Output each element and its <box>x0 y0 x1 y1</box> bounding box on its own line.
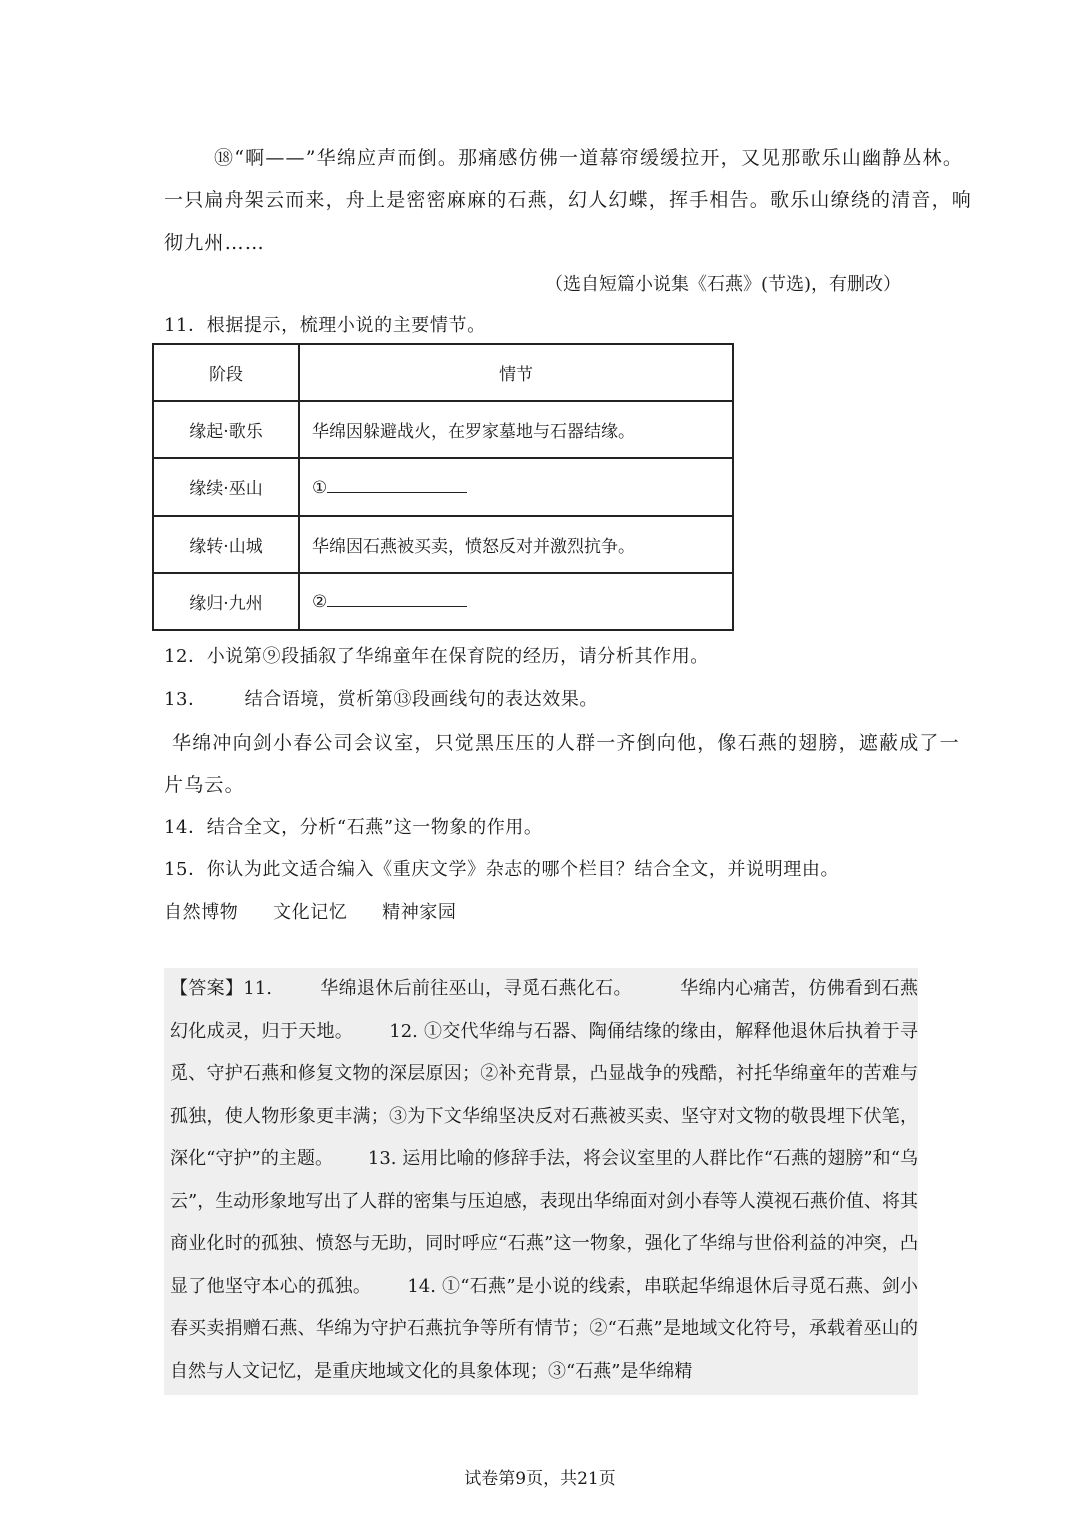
blank-marker: ① <box>312 477 328 498</box>
passage-line-2: 一只扁舟架云而来，舟上是密密麻麻的石燕，幻人幻蝶，挥手相告。歌乐山缭绕的清音，响 <box>164 189 973 211</box>
question-13: 13． 结合语境，赏析第⑬段画线句的表达效果。 <box>164 689 599 710</box>
passage-line-3: 彻九州…… <box>164 232 266 254</box>
page-footer: 试卷第9页，共21页 <box>464 1469 616 1489</box>
answer-block <box>164 968 918 1395</box>
question-12: 12．小说第⑨段插叙了华绵童年在保育院的经历，请分析其作用。 <box>164 646 709 667</box>
table-row <box>153 573 733 630</box>
stage-cell: 缘起·歌乐 <box>153 401 299 458</box>
plot-table <box>152 343 734 631</box>
plot-cell-blank <box>299 573 733 630</box>
option-column: 自然博物 <box>164 902 239 923</box>
passage-source: （选自短篇小说集《石燕》(节选)，有删改） <box>545 274 902 295</box>
header-stage: 阶段 <box>153 344 299 401</box>
answer-text: 11. 华绵退休后前往巫山，寻觅石燕化石。 华绵内心痛苦，仿佛看到石燕幻化成灵，归于天地。 12. ①交代华绵与石器、陶俑结缘的缘由，解释他退休后执着于寻觅、守护石燕和修复文物的深层原因；②补充背景，凸显战争的残酷，衬托华绵童年的苦难与孤独，使人物形象更丰满；③为下文华绵坚决反对石燕被买卖、坚守对文物的敬畏埋下伏笔，深化“守护”的主题。 13. 运用比喻的修辞手法，将会议室里的人群比作“石燕的翅膀”和“乌云”，生动形象地写出了人群的密集与压迫感，表现出华绵面对剑小春等人漠视石燕价值、将其商业化时的孤独、愤怒与无助，同时呼应“石燕”这一物象，强化了华绵与世俗利益的冲突，凸显了他坚守本心的孤独。 14. ①“石燕”是小说的线索，串联起华绵退休后寻觅石燕、剑小春买卖捐赠石燕、华绵为守护石燕抗争等所有情节；②“石燕”是地域文化符号，承载着巫山的自然与人文记忆，是重庆地域文化的具象体现；③“石燕”是华绵精 <box>170 978 919 1382</box>
table-header-row <box>153 344 733 401</box>
option-column: 文化记忆 <box>273 902 348 923</box>
stage-cell: 缘转·山城 <box>153 516 299 573</box>
question-11: 11．根据提示，梳理小说的主要情节。 <box>164 315 486 336</box>
question-13-quote-line-1: 华绵冲向剑小春公司会议室，只觉黑压压的人群一齐倒向他，像石燕的翅膀，遮蔽成了一 <box>172 732 960 754</box>
table-row <box>153 401 733 458</box>
table-row <box>153 516 733 573</box>
question-13-quote-line-2: 片乌云。 <box>164 774 245 796</box>
stage-cell: 缘归·九州 <box>153 573 299 630</box>
passage-line-1: ⑱“啊——”华绵应声而倒。那痛感仿佛一道幕帘缓缓拉开，又见那歌乐山幽静丛林。 <box>214 147 964 169</box>
question-15-options <box>164 898 457 924</box>
answer-blank[interactable] <box>327 590 467 607</box>
table-row <box>153 458 733 515</box>
plot-cell: 华绵因躲避战火，在罗家墓地与石器结缘。 <box>299 401 733 458</box>
answer-label: 【答案】 <box>170 978 244 999</box>
stage-cell: 缘续·巫山 <box>153 458 299 515</box>
plot-cell: 华绵因石燕被买卖，愤怒反对并激烈抗争。 <box>299 516 733 573</box>
question-14: 14．结合全文，分析“石燕”这一物象的作用。 <box>164 817 543 838</box>
answer-blank[interactable] <box>327 476 467 493</box>
option-column: 精神家园 <box>382 902 457 923</box>
plot-cell-blank <box>299 458 733 515</box>
header-plot: 情节 <box>299 344 733 401</box>
blank-marker: ② <box>312 592 328 613</box>
question-15: 15．你认为此文适合编入《重庆文学》杂志的哪个栏目？结合全文，并说明理由。 <box>164 859 840 880</box>
